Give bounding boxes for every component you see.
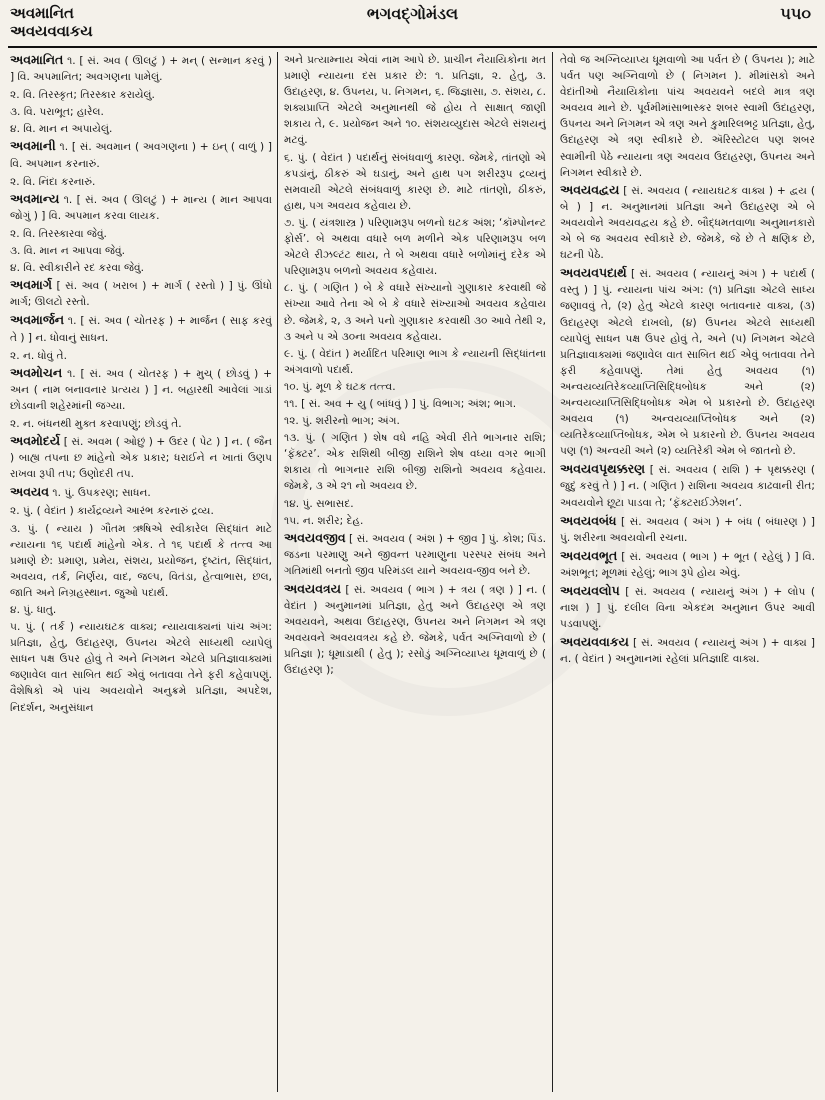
definition-text: ૧૨. પું. શરીરનો ભાગ; અંગ. bbox=[284, 415, 400, 428]
definition-text: [ સં. અવયવ ( ભાગ ) + ભૂત ( રહેલું ) ] વિ. અંશભૂત; મૂળમાં રહેલું; ભાગ રૂપે હોય એવું. bbox=[560, 550, 815, 579]
page-number: ૫૫૦ bbox=[780, 4, 811, 23]
definition-text: ૧. [ સં. અવ ( ચોતરફ ) + માર્જન ( સાફ કરવું તે ) ] ન. ધોવાનું સાધન. bbox=[10, 315, 272, 344]
dictionary-entry bbox=[10, 312, 272, 345]
entry-sense bbox=[10, 416, 272, 432]
entry-sense bbox=[10, 121, 272, 137]
dictionary-entry bbox=[560, 634, 815, 667]
entry-sense bbox=[284, 396, 546, 412]
entry-sense bbox=[10, 243, 272, 259]
last-guide-word: અવયવવાકય bbox=[10, 22, 93, 40]
headword: અવમોદર્ય bbox=[10, 433, 61, 449]
entry-sense bbox=[284, 150, 546, 214]
entry-sense bbox=[284, 379, 546, 395]
dictionary-entry bbox=[10, 433, 272, 482]
headword: અવયવપદાર્થ bbox=[560, 265, 627, 281]
definition-text: ૧. [ સં. અવ ( ઊલટું ) + મન્ ( સન્માન કરવું ) ] વિ. અપમાનિત; અવગણના પામેલું. bbox=[10, 55, 272, 84]
column-3 bbox=[560, 52, 815, 1092]
dictionary-entry bbox=[10, 138, 272, 171]
definition-text: ૧. [ સં. અવ ( ઊલટું ) + માન્ય ( માન આપવા જોગું ) ] વિ. અપમાન કરવા લાયક. bbox=[10, 193, 272, 222]
definition-text: ૨. વિ. તિરસ્કૃત; તિરસ્કાર કરાયેલું. bbox=[10, 89, 155, 102]
definition-text: ૧. પું. ઉપકરણ; સાધન. bbox=[52, 487, 151, 500]
dictionary-entry bbox=[560, 513, 815, 546]
headword: અવયવ bbox=[10, 484, 50, 500]
headword: અવયવત્રય bbox=[284, 581, 341, 596]
definition-text: ૪. વિ. માન ન અપાયેલું. bbox=[10, 123, 113, 136]
definition-text: ૧. [ સં. અવ ( ચોતરફ ) + મુચ્ ( છોડવું ) + અન ( નામ બનાવનાર પ્રત્યય ) ] ન. બહારથી આવેલાં ગાડાં છોડવાની શહેરમાંની જગ્યા. bbox=[10, 367, 272, 412]
headword: અવયવબંધ bbox=[560, 512, 617, 528]
definition-text: ૪. વિ. સ્વીકારીને રદ કરવા જેવું. bbox=[10, 262, 145, 275]
dictionary-entry bbox=[10, 365, 272, 414]
definition-text: ૧૩. પું. ( ગણિત ) શેષ વધે નહિ એવી રીતે ભાગનાર રાશિ; ‘ફૅક્ટર’. એક રાશિથી બીજી રાશિને શેષ વધ્યા વગર ભાગી શકાય તો ભાગનાર રાશિ બીજી રાશિનો અવયવ કહેવાય. જેમકે, ૩ એ ૨૧ નો અવયવ છે. bbox=[284, 432, 546, 493]
dictionary-entry bbox=[10, 484, 272, 501]
headword: અવયવપૃથક્કરણ bbox=[560, 461, 646, 477]
entry-sense bbox=[10, 348, 272, 364]
definition-text: ૨. વિ. નિંદા કરનારું. bbox=[10, 175, 96, 188]
entry-sense bbox=[284, 215, 546, 279]
entry-sense bbox=[284, 496, 546, 512]
headword: અવયવવાકય bbox=[560, 634, 629, 650]
definition-text: [ સં. અવયવ ( અંગ ) + બંધ ( બંધારણ ) ] પું. શરીરના અવયવોની રચના. bbox=[560, 515, 815, 544]
dictionary-entry bbox=[284, 530, 546, 579]
headword: અવમાર્જન bbox=[10, 312, 65, 328]
entry-sense bbox=[10, 602, 272, 618]
definition-text: ૮. પું. ( ગણિત ) બે કે વધારે સંખ્યાનો ગુણાકાર કરવાથી જે સંખ્યા આવે તેના એ બે કે વધારે સંખ્યાઓ અવયવ કહેવાય છે. જેમકે, ૨, ૩ અને પનો ગુણાકાર કરવાથી ૩૦ આવે તેથી ૨, ૩ અને ૫ એ ૩૦ના અવયવ કહેવાય. bbox=[284, 282, 546, 343]
entry-sense bbox=[284, 513, 546, 529]
entry-sense bbox=[284, 346, 546, 378]
headword: અવયવભૂત bbox=[560, 547, 618, 563]
entry-sense bbox=[10, 87, 272, 103]
entry-sense bbox=[10, 521, 272, 601]
entry-sense bbox=[10, 260, 272, 276]
dictionary-entry bbox=[10, 52, 272, 85]
column-divider-2 bbox=[552, 52, 553, 1092]
definition-text: ૧૪. પું. સભાસદ. bbox=[284, 497, 354, 510]
definition-text: [ સં. અવ ( ખરાબ ) + માર્ગ ( રસ્તો ) ] પું. ઊંધો માર્ગ; ઊલટો રસ્તો. bbox=[10, 280, 272, 309]
entry-sense bbox=[10, 104, 272, 120]
entry-sense bbox=[10, 174, 272, 190]
definition-text: [ સં. અવયવ ( રાશિ ) + પૃથક્કરણ ( જુદું કરવું તે ) ] ન. ( ગણિત ) રાશિના અવયવ કાઢવાની રીત; અવયવોને છૂટા પાડવા તે; ‘ફૅક્ટરાઈઝેશન’. bbox=[560, 464, 815, 509]
headword: અવયવજીવ bbox=[284, 529, 346, 545]
definition-text: ૨. ન. ધોવું તે. bbox=[10, 349, 67, 362]
headword: અવમાની bbox=[10, 138, 56, 154]
definition-text: [ સં. અવયવ ( ભાગ ) + ત્રય ( ત્રણ ) ] ન. ( વેદાંત ) અનુમાનમાં પ્રતિજ્ઞા, હેતુ અને ઉદાહરણ એ ત્રણ અવયવને, અથવા ઉદાહરણ, ઉપનય અને નિગમન એ ત્રણ અવયવને અવયવત્રય કહે છે. જેમકે, પર્વત અગ્નિવાળો છે ( પ્રતિજ્ઞા ); ધૂમાડાથી ( હેતુ ); રસોડું અગ્નિવ્યાપ્ય ધૂમવાળું છે ( ઉદાહરણ ); bbox=[284, 584, 546, 677]
definition-text: ૪. પું. ધાતુ. bbox=[10, 604, 57, 616]
entry-sense bbox=[560, 52, 815, 181]
first-guide-word: અવમાનિત bbox=[10, 4, 74, 22]
definition-text: ૩. વિ. પરાભૂત; હારેલ. bbox=[10, 106, 104, 119]
dictionary-entry bbox=[10, 191, 272, 224]
entry-sense bbox=[284, 430, 546, 494]
definition-text: ૩. વિ. માન ન આપવા જેવું. bbox=[10, 245, 126, 258]
definition-text: ૨. વિ. તિરસ્કારવા જેવું. bbox=[10, 227, 107, 240]
definition-text: ૨. ન. બંધનથી મુક્ત કરવાપણું; છોડવું તે. bbox=[10, 417, 182, 430]
headword: અવમાનિત bbox=[10, 52, 64, 67]
header-divider bbox=[8, 46, 817, 48]
entry-sense bbox=[284, 280, 546, 344]
definition-text: [ સં. અવયવ ( ન્યાયઘટક વાક્ય ) + દ્વય ( બે ) ] ન. અનુમાનમાં પ્રતિજ્ઞા અને ઉદાહરણ એ બે અવયવોને અવયવદ્વય કહે છે. બૌદ્ધમતવાળા અનુમાનકારો એ બે જ અવયવ સ્વીકારે છે. જેમકે, જે છે તે ક્ષણિક છે, ઘટની પેઠે. bbox=[560, 184, 815, 262]
definition-text: તેવો જ અગ્નિવ્યાપ્ય ધૂમવાળો આ પર્વત છે ( ઉપનય ); માટે પર્વત પણ અગ્નિવાળો છે ( નિગમન ). મીમાંસકો અને વેદાંતીઓ નૈયાયિકોના પાંચ અવયવને બદલે માત્ર ત્રણ અવયવ માને છે. પૂર્વમીમાંસાભાસ્કર શબર સ્વામી ઉદાહરણ, ઉપનય અને નિગમન એ ત્રણ અને કુમારિલભટ્ટ પ્રતિજ્ઞા, હેતુ, ઉદાહરણ એ ત્રણ સ્વીકારે છે. ઍરિસ્ટોટલ પણ શબર સ્વામીની પેઠે ન્યાયના ત્રણ અવયવ ઉદાહરણ, ઉપનય અને નિગમન સ્વીકારે છે. bbox=[560, 54, 815, 179]
book-title: ભગવદ્ગોમંડલ bbox=[366, 4, 459, 23]
definition-text: ૧૫. ન. શરીર; દેહ. bbox=[284, 514, 364, 527]
definition-text: [ સં. અવયવ ( અંશ ) + જીવ ] પું. કોશ; પિંડ. જડના પરમાણુ અને જીવન્ત પરમાણુના પરસ્પર સંબંધ અને ગતિમાંથી બનતો જીવ પરિમંડલ યાને અવયવ-જીવ બને છે. bbox=[284, 532, 546, 577]
dictionary-entry bbox=[560, 583, 815, 632]
definition-text: ૩. પું. ( ન્યાય ) ગૌતમ ઋષિએ સ્વીકારેલ સિદ્ધાંત માટે ન્યાયના ૧૬ પદાર્થ માંહેનો એક. તે ૧૬ પદાર્થ કે તત્ત્વ આ પ્રમાણે છે: પ્રમાણ, પ્રમેય, સંશય, પ્રયોજન, દૃષ્ટાંત, સિદ્ધાંત, અવયવ, તર્ક, નિર્ણય, વાદ, જલ્પ, વિતંડા, હેત્વાભાસ, છલ, જાતિ અને નિગ્રહસ્થાન. જુઓ પદાર્થ. bbox=[10, 522, 272, 599]
definition-text: ૧૦. પું. મૂળ કે ઘટક તત્ત્વ. bbox=[284, 380, 396, 393]
definition-text: [ સં. અવયવ ( ન્યાયનું અંગ ) + વાક્ય ] ન. ( વેદાંત ) અનુમાનમાં રહેલાં પ્રતિજ્ઞાદિ વાક્ય. bbox=[560, 637, 815, 666]
headword: અવમાર્ગ bbox=[10, 277, 52, 293]
entry-sense bbox=[284, 52, 546, 149]
dictionary-entry bbox=[284, 581, 546, 679]
dictionary-entry bbox=[560, 548, 815, 581]
definition-text: અને પ્રત્યામ્નાય એવાં નામ આપે છે. પ્રાચીન નૈયાયિકોના મત પ્રમાણે ન્યાયના દસ પ્રકાર છે: ૧. પ્રતિજ્ઞા, ૨. હેતુ, ૩. ઉદાહરણ, ૪. ઉપનય, ૫. નિગમન, ૬. જિજ્ઞાસા, ૭. સંશય, ૮. શક્યપ્રાપ્તિ એટલે અનુમાનથી જે હોય તે સાક્ષાત્ જાણી શકાય તે, ૯. પ્રયોજન અને ૧૦. સંશયવ્યુદાસ એટલે સંશયનું મટવું. bbox=[284, 54, 546, 147]
definition-text: ૫. પું. ( તર્ક ) ન્યાયઘટક વાક્ય; ન્યાયવાક્યનાં પાંચ અંગ: પ્રતિજ્ઞા, હેતુ, ઉદાહરણ, ઉપનય એટલે સાધ્યથી વ્યાપેલું સાધન પક્ષ ઉપર હોવું તે અને નિગમન એટલે પ્રતિજ્ઞાવાક્યમાં જણાવેલ વાત સાબિત થઈ એવું બતાવવા તેને ફરી કહેવાપણું. વૈશેષિકો એ પાંચ અવયવોને અનુક્રમે પ્રતિજ્ઞા, અપદેશ, નિદર્શન, અનુસંધાન bbox=[10, 621, 272, 714]
column-2 bbox=[284, 52, 546, 1092]
headword: અવમોચન bbox=[10, 364, 63, 380]
column-1 bbox=[10, 52, 272, 1092]
definition-text: ૧. [ સં. અવમાન ( અવગણના ) + ઇન્ ( વાળું ) ] વિ. અપમાન કરનારું. bbox=[10, 141, 272, 170]
headword: અવયવદ્વય bbox=[560, 181, 620, 197]
definition-text: ૨. પું. ( વેદાંત ) કાર્યદ્રવ્યને આરંભ કરનારું દ્રવ્ય. bbox=[10, 505, 214, 518]
headword: અવયવલોપ bbox=[560, 583, 620, 598]
definition-text: [ સં. અવયવ ( ન્યાયનું અંગ ) + લોપ ( નાશ ) ] પું. દલીલ વિના એકદમ અનુમાન ઉપર આવી પડવાપણું. bbox=[560, 586, 815, 631]
headword: અવમાન્ય bbox=[10, 190, 60, 206]
dictionary-entry bbox=[560, 265, 815, 459]
dictionary-entry bbox=[560, 182, 815, 263]
dictionary-entry bbox=[560, 461, 815, 510]
definition-text: ૭. પું. ( યંત્રશાસ્ત્ર ) પરિણામરૂપ બળનો ઘટક અંશ; ‘કૉમ્પોનન્ટ ફોર્સ’. બે અથવા વધારે બળ મળીને એક પરિણામરૂપ બળ એટલે રીઝલ્ટંટ થાય, તે બે અથવા વધારે બળોમાંનું દરેક એ પરિણામરૂપ બળનો અવયવ કહેવાય. bbox=[284, 216, 546, 278]
entry-sense bbox=[10, 503, 272, 519]
definition-text: ૬. પું. ( વેદાંત ) પદાર્થનું સંબંધવાળું કારણ. જેમકે, તાંતણો એ કપડાંનું, ઠીકરું એ ઘડાનું, અને હાથ પગ શરીરરૂપ દ્રવ્યનું સમવાયી એટલે સંબંધવાળું કારણ છે. માટે તાંતણો, ઠીકરું, હાથ, પગ અવયવ કહેવાય છે. bbox=[284, 151, 546, 212]
entry-sense bbox=[284, 413, 546, 429]
definition-text: [ સં. અવમ ( ઓછું ) + ઉદર ( પેટ ) ] ન. ( જૈન ) બાહ્ય તપના છ માંહેનો એક પ્રકાર; ધરાઈને ન ખાતાં ઉણપ રાખવા રૂપી તપ; ઉણોદરી તપ. bbox=[10, 436, 272, 481]
entry-sense bbox=[10, 619, 272, 716]
definition-text: ૯. પું. ( વેદાંત ) મર્યાદિત પરિમાણ ભાગ કે ન્યાયની સિદ્ધાંતના અંગવાળો પદાર્થ. bbox=[284, 347, 546, 376]
definition-text: ૧૧. [ સં. અવ + યુ ( બાંધવું ) ] પું. વિભાગ; અંશ; ભાગ. bbox=[284, 397, 517, 410]
definition-text: [ સં. અવયવ ( ન્યાયનું અંગ ) + પદાર્થ ( વસ્તુ ) ] પું. ન્યાયના પાંચ અંગ: (૧) પ્રતિજ્ઞા એટલે સાધ્ય જણાવવું તે, (૨) હેતુ એટલે કારણ બતાવનાર વાક્ય, (૩) ઉદાહરણ એટલે દાખલો, (૪) ઉપનય એટલે સાધ્યથી વ્યાપેલું સાધન પક્ષ ઉપર હોવું તે, અને (૫) નિગમન એટલે પ્રતિજ્ઞાવાક્યમાં જણાવેલ વાત સાબિત થઈ એવું બતાવવા તેને ફરી કહેવાપણું. તેમાં હેતુ અવયવ (૧) અન્વયવ્યતિરેકવ્યાપ્તિસિદ્ધિબોધક અને (૨) અન્વયવ્યાપ્તિસિદ્ધિબોધક એમ બે પ્રકારનો છે. ઉદાહરણ અવયવ (૧) અન્વયવ્યાપ્તિબોધક અને (૨) વ્યતિરેકવ્યાપ્તિબોધક, એમ બે પ્રકારનો છે. ઉપનય અવયવ પણ (૧) અન્વયી અને (૨) વ્યતિરેકી એમ બે જાતનો છે. bbox=[560, 268, 815, 458]
dictionary-entry bbox=[10, 277, 272, 310]
entry-sense bbox=[10, 226, 272, 242]
column-divider-1 bbox=[277, 52, 278, 1092]
